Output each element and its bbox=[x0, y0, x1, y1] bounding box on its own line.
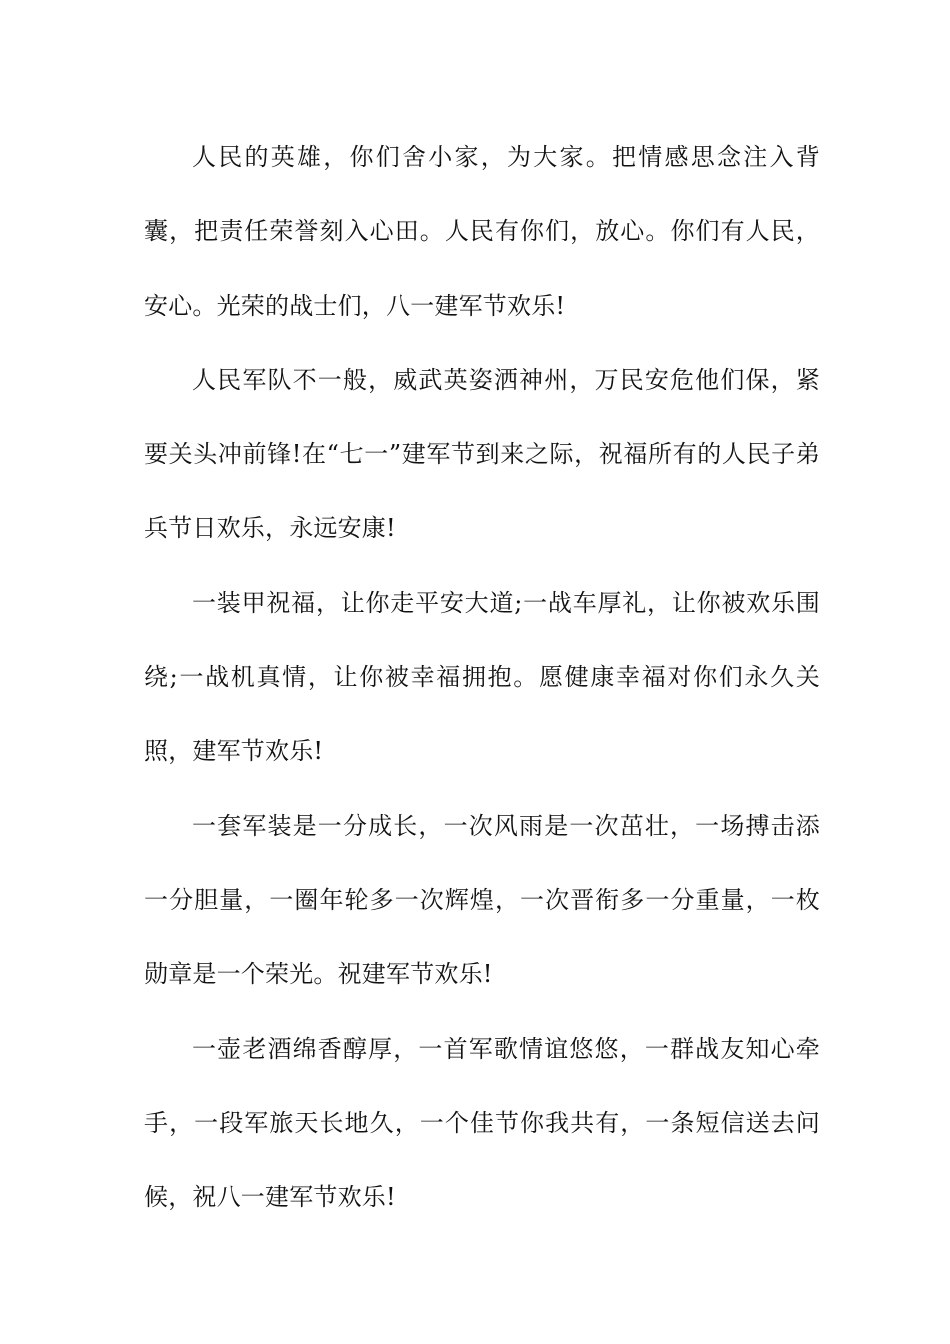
paragraph-4: 一套军装是一分成长，一次风雨是一次茁壮，一场搏击添一分胆量，一圈年轮多一次辉煌，一次晋衔多一分重量，一枚勋章是一个荣光。祝建军节欢乐! bbox=[144, 811, 820, 989]
paragraph-1: 人民的英雄，你们舍小家，为大家。把情感思念注入背囊，把责任荣誉刻入心田。人民有你们，放心。你们有人民，安心。光荣的战士们，八一建军节欢乐! bbox=[144, 143, 820, 320]
paragraph-3: 一装甲祝福，让你走平安大道;一战车厚礼，让你被欢乐围绕;一战机真情，让你被幸福拥抱。愿健康幸福对你们永久关照，建军节欢乐! bbox=[144, 588, 820, 766]
document-body bbox=[144, 120, 820, 1234]
paragraph-2: 人民军队不一般，威武英姿洒神州，万民安危他们保，紧要关头冲前锋!在“七一”建军节到来之际，祝福所有的人民子弟兵节日欢乐，永远安康! bbox=[144, 365, 820, 543]
paragraph-5: 一壶老酒绵香醇厚，一首军歌情谊悠悠，一群战友知心牵手，一段军旅天长地久，一个佳节你我共有，一条短信送去问候，祝八一建军节欢乐! bbox=[144, 1034, 820, 1212]
